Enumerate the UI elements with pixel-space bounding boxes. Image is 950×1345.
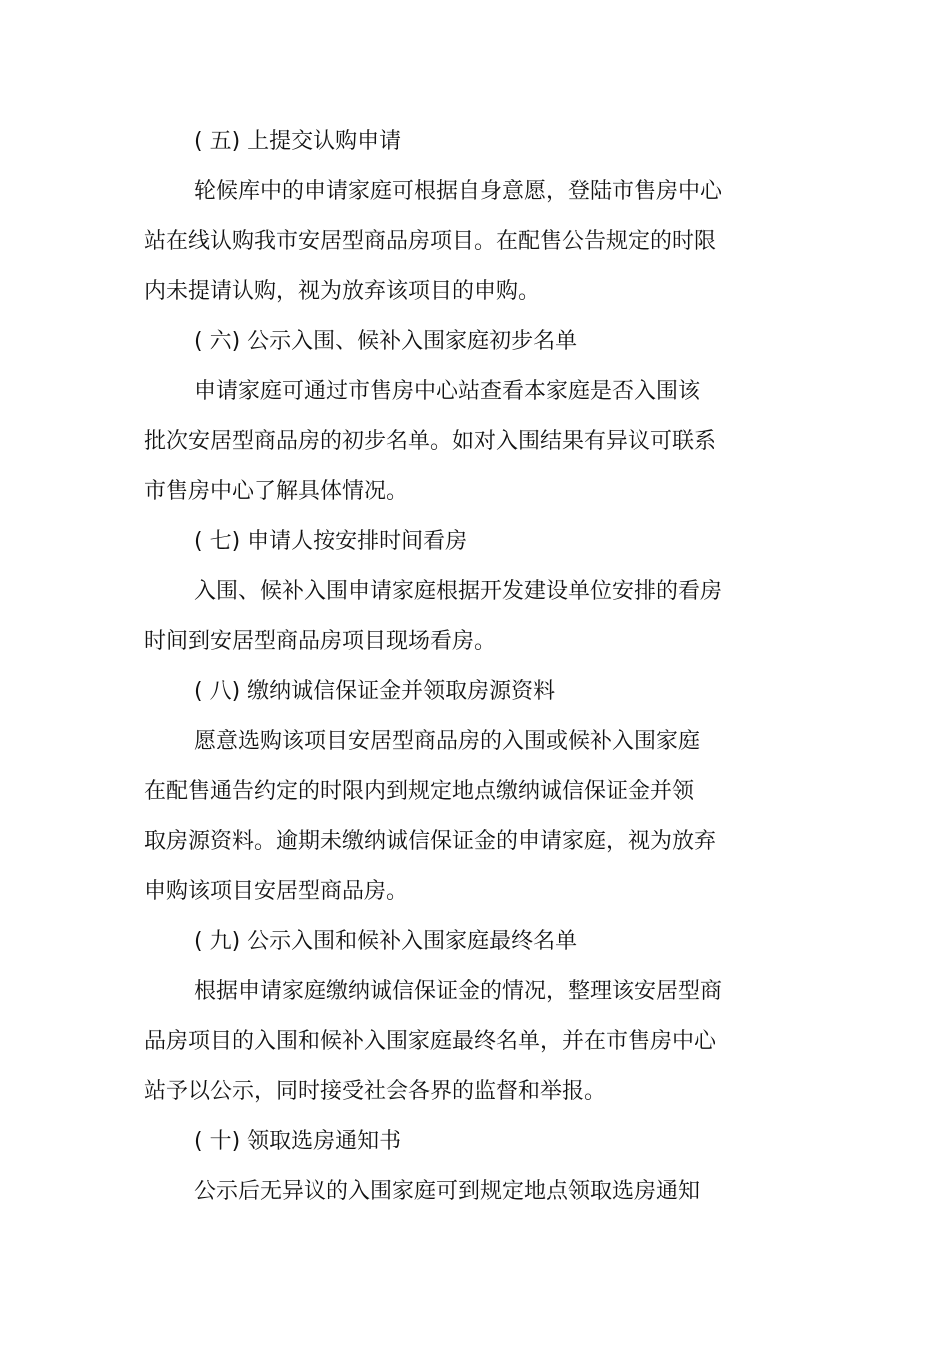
paragraph-line: 申请家庭可通过市售房中心站查看本家庭是否入围该 (194, 379, 701, 404)
section-heading-7: ( 七) 申请人按安排时间看房 (194, 529, 468, 554)
paragraph-line: 在配售通告约定的时限内到规定地点缴纳诚信保证金并领 (144, 779, 695, 804)
paragraph-line: 轮候库中的申请家庭可根据自身意愿，登陆市售房中心 (194, 179, 723, 204)
paragraph-line: 站在线认购我市安居型商品房项目。在配售公告规定的时限 (144, 229, 717, 254)
paragraph-line: 根据申请家庭缴纳诚信保证金的情况，整理该安居型商 (194, 979, 723, 1004)
paragraph-line: 站予以公示，同时接受社会各界的监督和举报。 (144, 1079, 607, 1104)
section-heading-8: ( 八) 缴纳诚信保证金并领取房源资料 (194, 679, 556, 704)
paragraph-line: 申购该项目安居型商品房。 (144, 879, 409, 904)
paragraph-line: 内未提请认购，视为放弃该项目的申购。 (144, 279, 541, 304)
section-heading-10: ( 十) 领取选房通知书 (194, 1129, 402, 1154)
paragraph-line: 公示后无异议的入围家庭可到规定地点领取选房通知 (194, 1179, 701, 1204)
paragraph-line: 批次安居型商品房的初步名单。如对入围结果有异议可联系 (144, 429, 717, 454)
section-heading-9: ( 九) 公示入围和候补入围家庭最终名单 (194, 929, 578, 954)
paragraph-line: 品房项目的入围和候补入围家庭最终名单，并在市售房中心 (144, 1029, 717, 1054)
paragraph-line: 入围、候补入围申请家庭根据开发建设单位安排的看房 (194, 579, 723, 604)
paragraph-line: 愿意选购该项目安居型商品房的入围或候补入围家庭 (194, 729, 701, 754)
paragraph-line: 取房源资料。逾期未缴纳诚信保证金的申请家庭，视为放弃 (144, 829, 717, 854)
section-heading-5: ( 五) 上提交认购申请 (194, 129, 402, 154)
paragraph-line: 时间到安居型商品房项目现场看房。 (144, 629, 497, 654)
paragraph-line: 市售房中心了解具体情况。 (144, 479, 409, 504)
section-heading-6: ( 六) 公示入围、候补入围家庭初步名单 (194, 329, 578, 354)
